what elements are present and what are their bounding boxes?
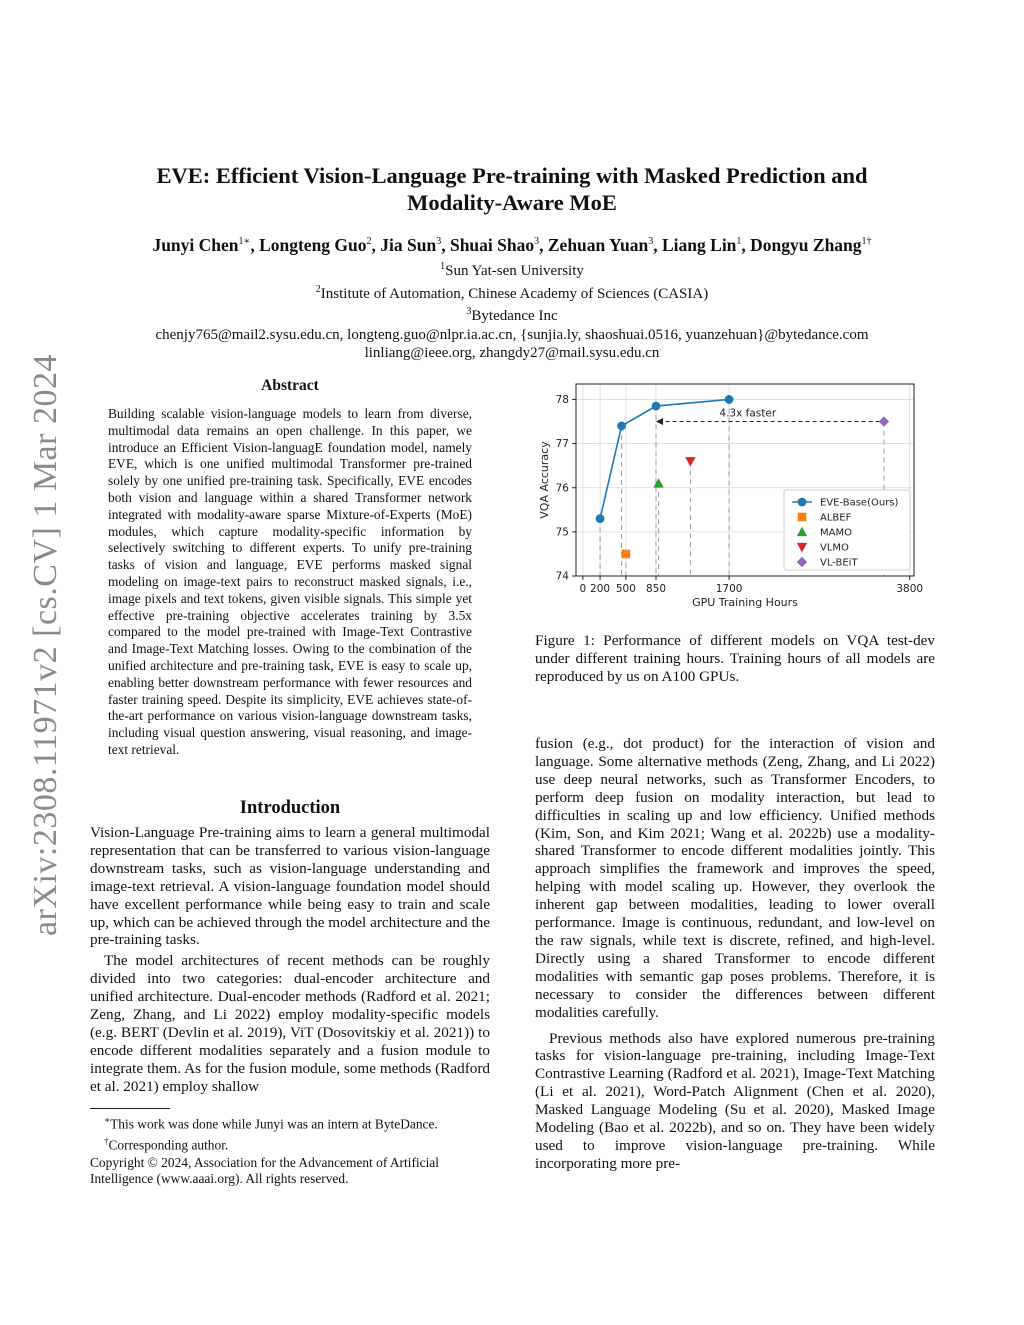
footnotes: [90, 1112, 490, 1188]
author: Jia Sun$^3$,: [380, 234, 450, 255]
author: Shuai Shao$^3$,: [449, 234, 548, 255]
author: Junyi Chen$^{1∗}$,: [152, 234, 260, 255]
legend-label: EVE-Base(Ours): [820, 497, 899, 509]
data-point: [653, 478, 663, 487]
data-point: [725, 395, 734, 404]
email-line: linliang@ieee.org, zhangdy27@mail.sysu.edu.cn: [364, 345, 660, 361]
author: Dongyu Zhang$^{1\dagger}$: [750, 234, 872, 255]
author: Liang Lin$^1$,: [662, 234, 751, 255]
title-line-1: EVE: Efficient Vision-Language Pre-training with Masked Prediction and: [156, 163, 868, 188]
x-axis-label: GPU Training Hours: [692, 596, 798, 609]
y-tick-label: 74: [555, 570, 569, 583]
introduction-heading: Introduction: [239, 798, 341, 818]
y-axis-label: VQA Accuracy: [538, 441, 551, 519]
vqa-accuracy-chart: [532, 376, 944, 616]
paragraph: The model architectures of recent methods can be roughly divided into two categories: dual-encoder architecture and unified architecture. Dual-encoder methods (Radford et al. 2021; Zeng, Zhang, and Li 2022) employ modality-specific models (e.g. BERT (Devlin et al. 2019), ViT (Dosovitskiy et al. 2021)) to encode different modalities separately and a fusion module to integrate them. As for the fusion module, some methods (Radford et al. 2021) employ shallow: [90, 952, 490, 1095]
footnote-rule: [90, 1108, 170, 1109]
legend-label: VL-BEiT: [820, 557, 858, 569]
data-point: [879, 416, 889, 426]
data-point: [685, 457, 695, 466]
y-tick-label: 77: [555, 438, 569, 451]
abstract-text: Building scalable vision-language models to learn from diverse, multimodal data remains an open challenge. In this paper, we introduce an Efficient Vision-languagE foundation model, namely EVE, which is one unified multimodal Transformer pre-trained solely by one unified pre-training task. Specifically, EVE encodes both vision and language within a shared Transformer network integrated with modality-aware sparse Mixture-of-Experts (MoE) modules, which capture modality-specific information by selectively switching to different experts. To unify pre-training tasks of vision and language, EVE performs masked signal modeling on image-text pairs to reconstruct masked signals, i.e., image pixels and text tokens, given visible signals. This simple yet effective pre-training objective accelerates training by 3.5x compared to the model pre-trained with Image-Text Contrastive and Image-Text Matching losses. Owing to the combination of the unified architecture and pre-training task, EVE is easy to scale up, enabling better downstream performance with fewer resources and faster training speed. Despite its simplicity, EVE achieves state-of-the-art performance on various vision-language downstream tasks, including visual question answering, visual reasoning, and image-text retrieval.: [108, 406, 472, 757]
introduction-body: [90, 824, 490, 1096]
data-point: [596, 514, 605, 523]
author-list: [60, 231, 964, 256]
author: Longteng Guo$^2$,: [259, 234, 381, 255]
affiliation: $^3$Bytedance Inc: [466, 306, 558, 324]
x-tick-label: 850: [645, 583, 667, 595]
series-line: [600, 399, 729, 518]
arxiv-identifier: [22, 354, 70, 936]
copyright-notice: Copyright © 2024, Association for the Advancement of Artificial Intelligence (www.aaai.org). All rights reserved.: [90, 1154, 439, 1187]
legend-label: MAMO: [820, 527, 852, 539]
x-tick-label: 500: [615, 583, 636, 595]
footnote: †Corresponding author.: [104, 1136, 229, 1153]
data-point: [617, 422, 626, 431]
email-line: chenjy765@mail2.sysu.edu.cn, longteng.guo@nlpr.ia.ac.cn, {sunjia.ly, shaoshuai.0516, yuanzehuan}@bytedance.com: [155, 326, 869, 343]
paragraph: Previous methods also have explored numerous pre-training tasks for vision-language pre-training, including Image-Text Contrastive Learning (Radford et al. 2021), Image-Text Matching (Li et al. 2021), Word-Patch Alignment (Chen et al. 2020), Masked Language Modeling (Su et al. 2020), Masked Image Modeling (Bao et al. 2022b), and so on. They have been widely used to improve vision-language pre-training. While incorporating more pre-: [535, 1029, 935, 1172]
affiliations: [60, 258, 964, 363]
footnote: ∗This work was done while Junyi was an intern at ByteDance.: [104, 1115, 438, 1132]
y-tick-label: 76: [555, 482, 569, 495]
affiliation: $^2$Institute of Automation, Chinese Academy of Sciences (CASIA): [315, 283, 709, 302]
x-tick-label: 0: [579, 583, 587, 595]
annotation-arrowhead: [656, 418, 663, 425]
y-tick-label: 78: [555, 394, 569, 407]
paragraph: Vision-Language Pre-training aims to learn a general multimodal representation that can be transferred to various vision-language downstream tasks, such as vision-language understanding and image-text retrieval. A vision-language foundation model should have excellent performance while being easy to train and scale up, which can be achieved through the model architecture and the pre-training tasks.: [90, 824, 490, 949]
arxiv-identifier-text: arXiv:2308.11971v2 [cs.CV] 1 Mar 2024: [27, 354, 65, 936]
x-tick-label: 3800: [896, 583, 924, 595]
x-tick-label: 1700: [715, 583, 743, 595]
affiliation: $^1$Sun Yat-sen University: [440, 261, 584, 279]
legend-marker: [798, 513, 807, 522]
legend-label: ALBEF: [820, 512, 852, 524]
annotation-label: 4.3x faster: [719, 407, 777, 420]
abstract-heading: Abstract: [261, 377, 319, 394]
legend-label: VLMO: [820, 542, 849, 554]
right-column-body: [535, 735, 935, 1173]
legend-marker: [798, 498, 807, 507]
data-point: [652, 402, 661, 411]
title-line-2: Modality-Aware MoE: [407, 190, 617, 215]
y-tick-label: 75: [555, 526, 569, 539]
paper-title: [100, 162, 924, 216]
x-tick-label: 200: [590, 583, 611, 595]
author: Zehuan Yuan$^3$,: [547, 234, 662, 255]
data-point: [622, 550, 631, 559]
figure-caption: Figure 1: Performance of different models on VQA test-dev under different training hours. Training hours of all models are reproduced by us on A100 GPUs.: [535, 632, 935, 685]
paragraph: fusion (e.g., dot product) for the interaction of vision and language. Some alternative methods (Zeng, Zhang, and Li 2022) use deep neural networks, such as Transformer Encoders, to perform deep fusion on modality interaction, but lead to difficulties in scaling up and low efficiency. Unified methods (Kim, Son, and Kim 2021; Wang et al. 2022b) use a modality-shared Transformer to encode different modalities jointly. This approach simplifies the framework and improves the speed, helping with model scaling up. However, they overlook the inherent gap between modalities, leading to lower overall performance. Image is continuous, redundant, and low-level on the raw signals, while text is discrete, refined, and high-level. Directly using a shared Transformer to encode different modalities with semantic gap poses problems. Therefore, it is necessary to consider the differences between different modalities carefully.: [535, 735, 935, 1021]
